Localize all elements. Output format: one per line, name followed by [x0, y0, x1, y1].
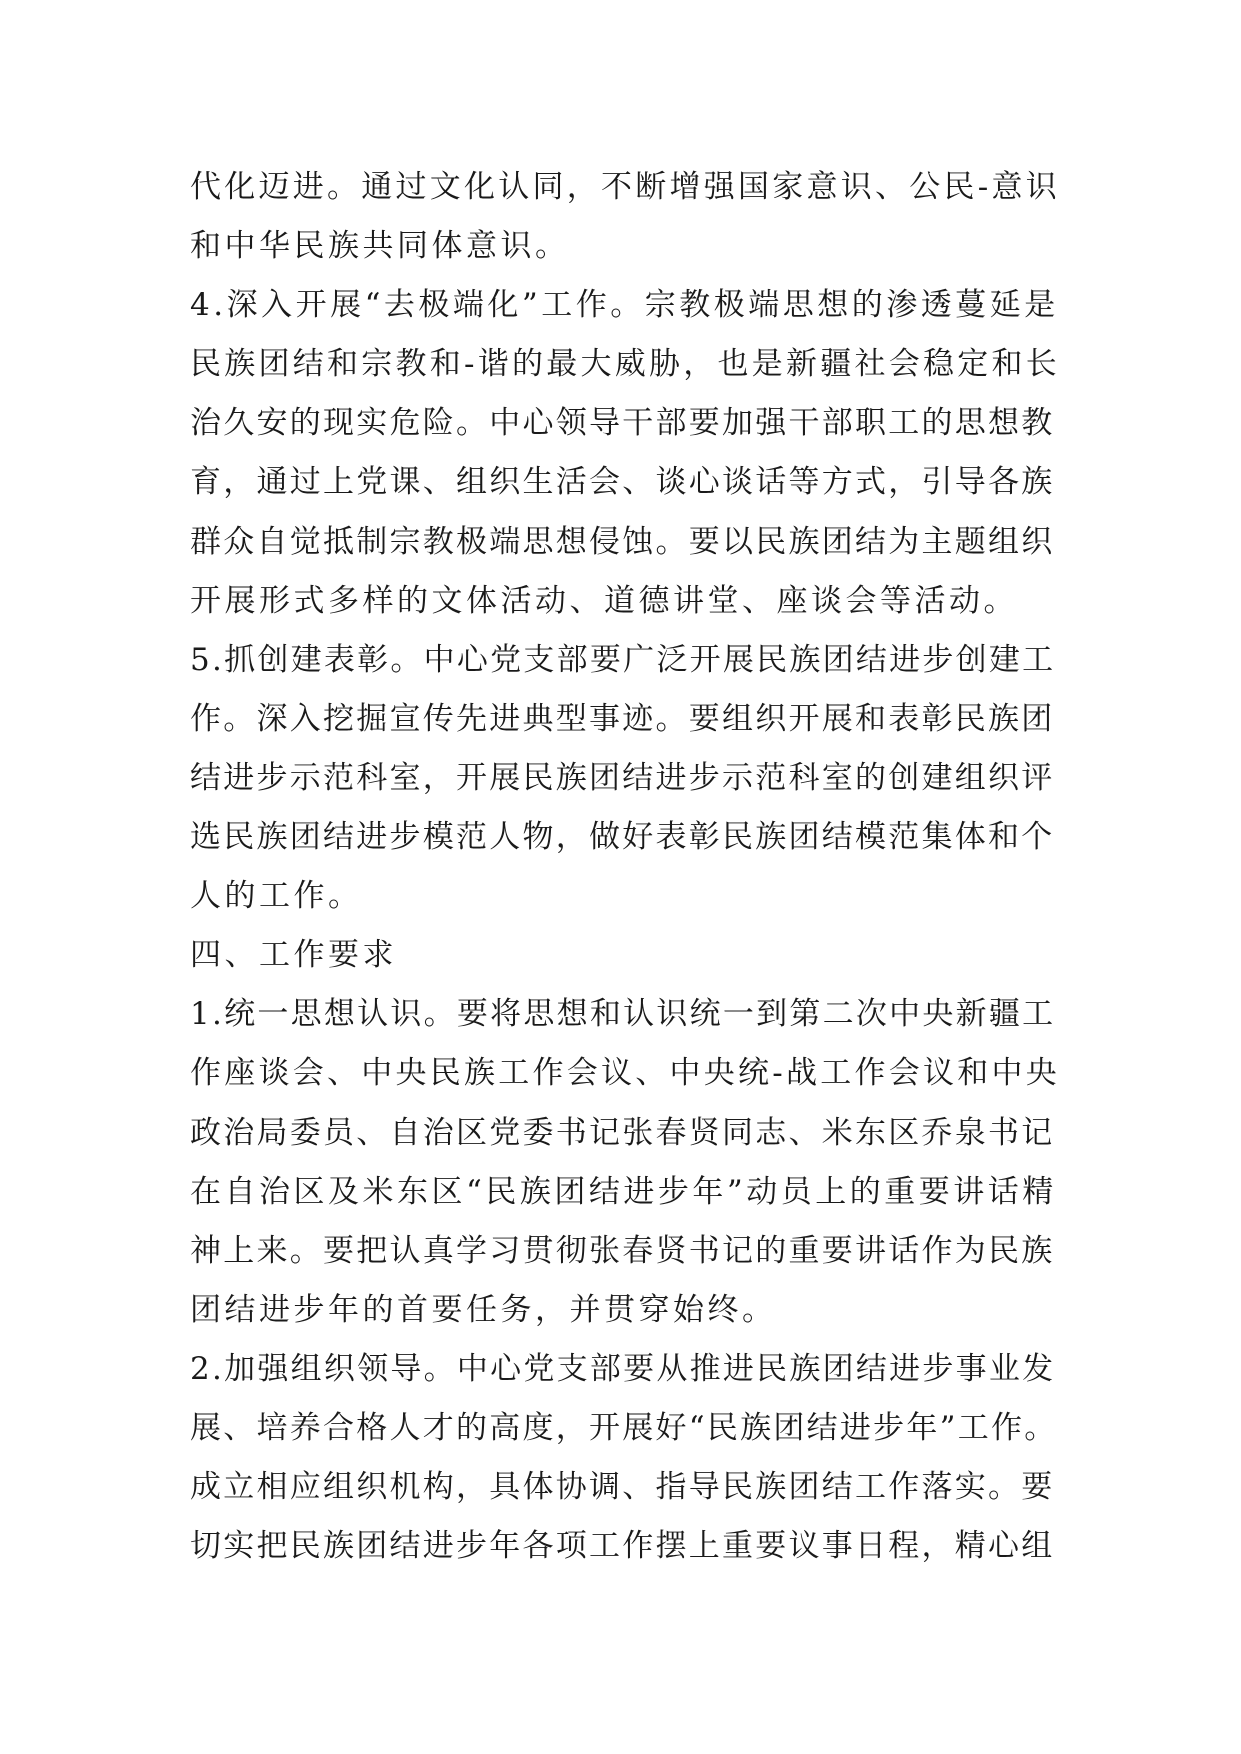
text-line: 作。深入挖掘宣传先进典型事迹。要组织开展和表彰民族团	[190, 700, 1055, 737]
text-line: 5.抓创建表彰。中心党支部要广泛开展民族团结进步创建工	[190, 641, 1056, 678]
text-line: 团结进步年的首要任务，并贯穿始终。	[190, 1291, 777, 1328]
text-line: 政治局委员、自治区党委书记张春贤同志、米东区乔泉书记	[190, 1114, 1055, 1151]
text-line: 在自治区及米东区“民族团结进步年”动员上的重要讲话精	[190, 1173, 1057, 1210]
text-line: 神上来。要把认真学习贯彻张春贤书记的重要讲话作为民族	[190, 1232, 1055, 1269]
text-line: 作座谈会、中央民族工作会议、中央统-战工作会议和中央	[190, 1055, 1060, 1092]
text-line: 和中华民族共同体意识。	[190, 228, 570, 265]
text-line: 群众自觉抵制宗教极端思想侵蚀。要以民族团结为主题组织	[190, 523, 1055, 560]
section-heading: 四、工作要求	[190, 937, 397, 974]
text-line: 民族团结和宗教和-谐的最大威胁，也是新疆社会稳定和长	[190, 346, 1060, 383]
text-line: 4.深入开展“去极端化”工作。宗教极端思想的渗透蔓延是	[190, 287, 1059, 324]
text-line: 人的工作。	[190, 878, 363, 915]
text-line: 结进步示范科室，开展民族团结进步示范科室的创建组织评	[190, 759, 1055, 796]
body-text	[190, 158, 1060, 1576]
text-line: 代化迈进。通过文化认同，不断增强国家意识、公民-意识	[190, 169, 1060, 205]
text-line: 成立相应组织机构，具体协调、指导民族团结工作落实。要	[190, 1469, 1055, 1506]
text-line: 开展形式多样的文体活动、道德讲堂、座谈会等活动。	[190, 582, 1018, 619]
text-line: 1.统一思想认识。要将思想和认识统一到第二次中央新疆工	[190, 996, 1056, 1033]
text-line: 展、培养合格人才的高度，开展好“民族团结进步年”工作。	[190, 1409, 1058, 1446]
text-line: 2.加强组织领导。中心党支部要从推进民族团结进步事业发	[190, 1350, 1056, 1387]
text-line: 治久安的现实危险。中心领导干部要加强干部职工的思想教	[190, 405, 1055, 442]
text-line: 切实把民族团结进步年各项工作摆上重要议事日程，精心组	[190, 1528, 1055, 1565]
text-line: 选民族团结进步模范人物，做好表彰民族团结模范集体和个	[190, 819, 1055, 856]
text-line: 育，通过上党课、组织生活会、谈心谈话等方式，引导各族	[190, 464, 1055, 501]
